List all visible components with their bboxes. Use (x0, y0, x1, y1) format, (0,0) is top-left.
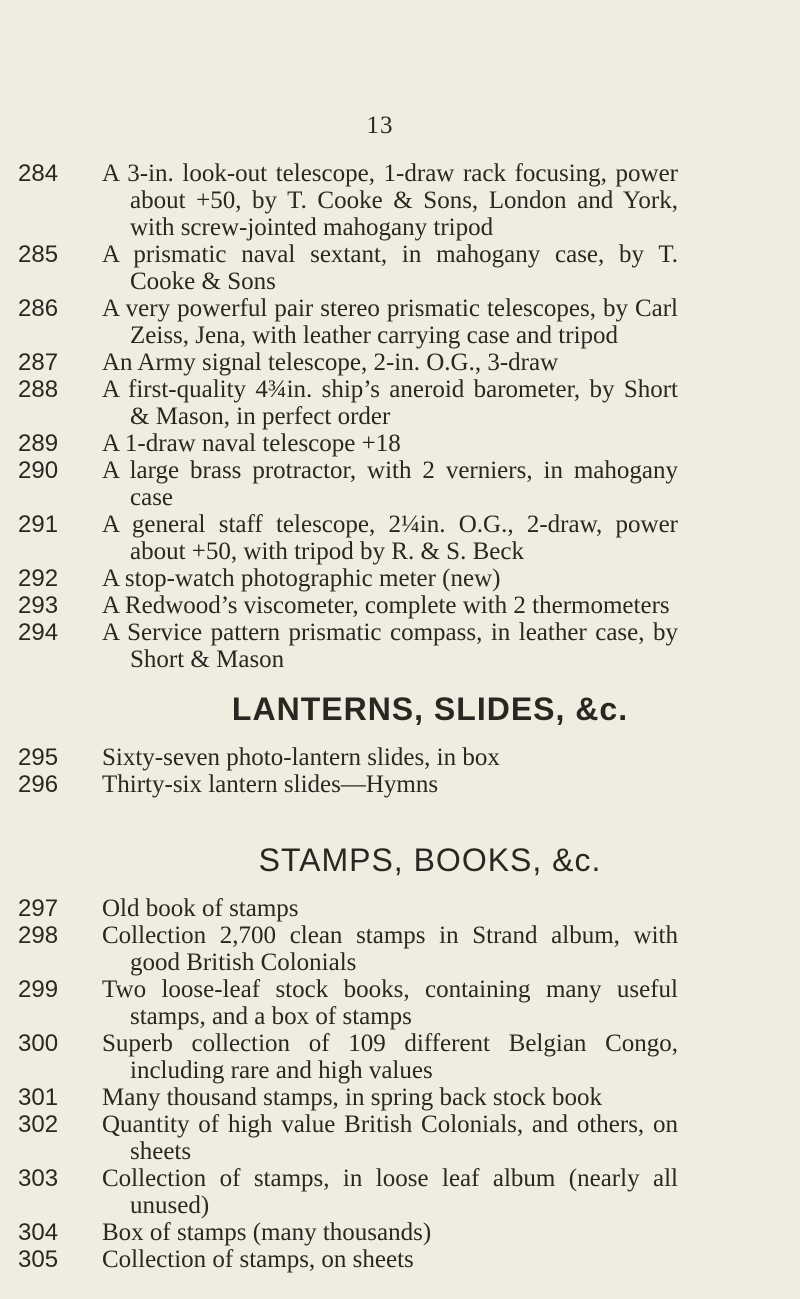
lot-entry (0, 744, 800, 771)
lot-number: 285 (18, 241, 59, 268)
section-heading: STAMPS, BOOKS, &c. (258, 842, 602, 878)
section-heading: LANTERNS, SLIDES, &c. (231, 691, 629, 727)
lot-number: 300 (18, 1030, 59, 1057)
lot-entry (0, 1165, 800, 1219)
lot-entry (0, 895, 800, 922)
lot-entry (0, 1084, 800, 1111)
lot-description: A first-quality 4¾in. ship’s aneroid barometer, by Short & Mason, in perfect order (102, 376, 678, 430)
lot-description: A large brass protractor, with 2 verniers, in mahogany case (102, 457, 678, 511)
lot-entry (0, 457, 800, 511)
lot-entry (0, 376, 800, 430)
lot-description: A Service pattern prismatic compass, in leather case, by Short & Mason (102, 619, 678, 673)
lot-entry (0, 922, 800, 976)
page-number: 13 (366, 112, 394, 139)
lot-number: 296 (18, 771, 59, 798)
lot-entry (0, 976, 800, 1030)
lot-number: 284 (18, 160, 59, 187)
lot-number: 289 (18, 430, 59, 457)
lot-description: Superb collection of 109 different Belgian Congo, including rare and high values (102, 1030, 678, 1084)
lot-number: 287 (18, 349, 59, 376)
lot-description: A prismatic naval sextant, in mahogany case, by T. Cooke & Sons (102, 241, 678, 295)
lot-description: Thirty-six lantern slides—Hymns (102, 771, 439, 798)
lot-number: 298 (18, 922, 59, 949)
lot-entry (0, 241, 800, 295)
lot-description: Collection 2,700 clean stamps in Strand album, with good British Colonials (102, 922, 678, 976)
lot-list (0, 160, 800, 1273)
lot-entry (0, 565, 800, 592)
lot-number: 297 (18, 895, 59, 922)
lot-number: 305 (18, 1246, 59, 1273)
lot-number: 295 (18, 744, 59, 771)
lot-entry (0, 511, 800, 565)
lot-description: A general staff telescope, 2¼in. O.G., 2-draw, power about +50, with tripod by R. & S. Beck (102, 511, 678, 565)
lot-entry (0, 295, 800, 349)
lot-number: 291 (18, 511, 59, 538)
lot-entry (0, 430, 800, 457)
lot-number: 292 (18, 565, 59, 592)
lot-description: Sixty-seven photo-lantern slides, in box (102, 744, 500, 771)
lot-description: A 3-in. look-out telescope, 1-draw rack focusing, power about +50, by T. Cooke & Sons, London and York, with screw-jointed mahogany tripod (102, 160, 678, 241)
lot-description: A Redwood’s viscometer, complete with 2 thermometers (102, 592, 670, 619)
lot-entry (0, 349, 800, 376)
lot-number: 304 (18, 1219, 59, 1246)
lot-description: Box of stamps (many thousands) (102, 1219, 432, 1246)
lot-description: Many thousand stamps, in spring back stock book (102, 1084, 602, 1111)
lot-entry (0, 592, 800, 619)
lot-description: Collection of stamps, on sheets (102, 1246, 414, 1273)
lot-number: 290 (18, 457, 59, 484)
lot-number: 294 (18, 619, 59, 646)
lot-number: 301 (18, 1084, 59, 1111)
lot-description: A stop-watch photographic meter (new) (102, 565, 501, 592)
lot-entry (0, 160, 800, 241)
lot-entry (0, 1111, 800, 1165)
lot-description: Quantity of high value British Colonials, and others, on sheets (102, 1111, 678, 1165)
lot-entry (0, 1030, 800, 1084)
lot-number: 302 (18, 1111, 59, 1138)
lot-entry (0, 1219, 800, 1246)
lot-description: Collection of stamps, in loose leaf album (nearly all unused) (102, 1165, 678, 1219)
lot-number: 288 (18, 376, 59, 403)
lot-number: 293 (18, 592, 59, 619)
lot-number: 299 (18, 976, 59, 1003)
lot-description: Old book of stamps (102, 895, 299, 922)
lot-description: Two loose-leaf stock books, containing many useful stamps, and a box of stamps (102, 976, 678, 1030)
lot-description: A 1-draw naval telescope +18 (102, 430, 401, 457)
lot-entry (0, 1246, 800, 1273)
lot-number: 286 (18, 295, 59, 322)
lot-number: 303 (18, 1165, 59, 1192)
lot-entry (0, 619, 800, 673)
lot-description: An Army signal telescope, 2-in. O.G., 3-draw (102, 349, 559, 376)
lot-description: A very powerful pair stereo prismatic telescopes, by Carl Zeiss, Jena, with leather carrying case and tripod (102, 295, 678, 349)
lot-entry (0, 771, 800, 798)
